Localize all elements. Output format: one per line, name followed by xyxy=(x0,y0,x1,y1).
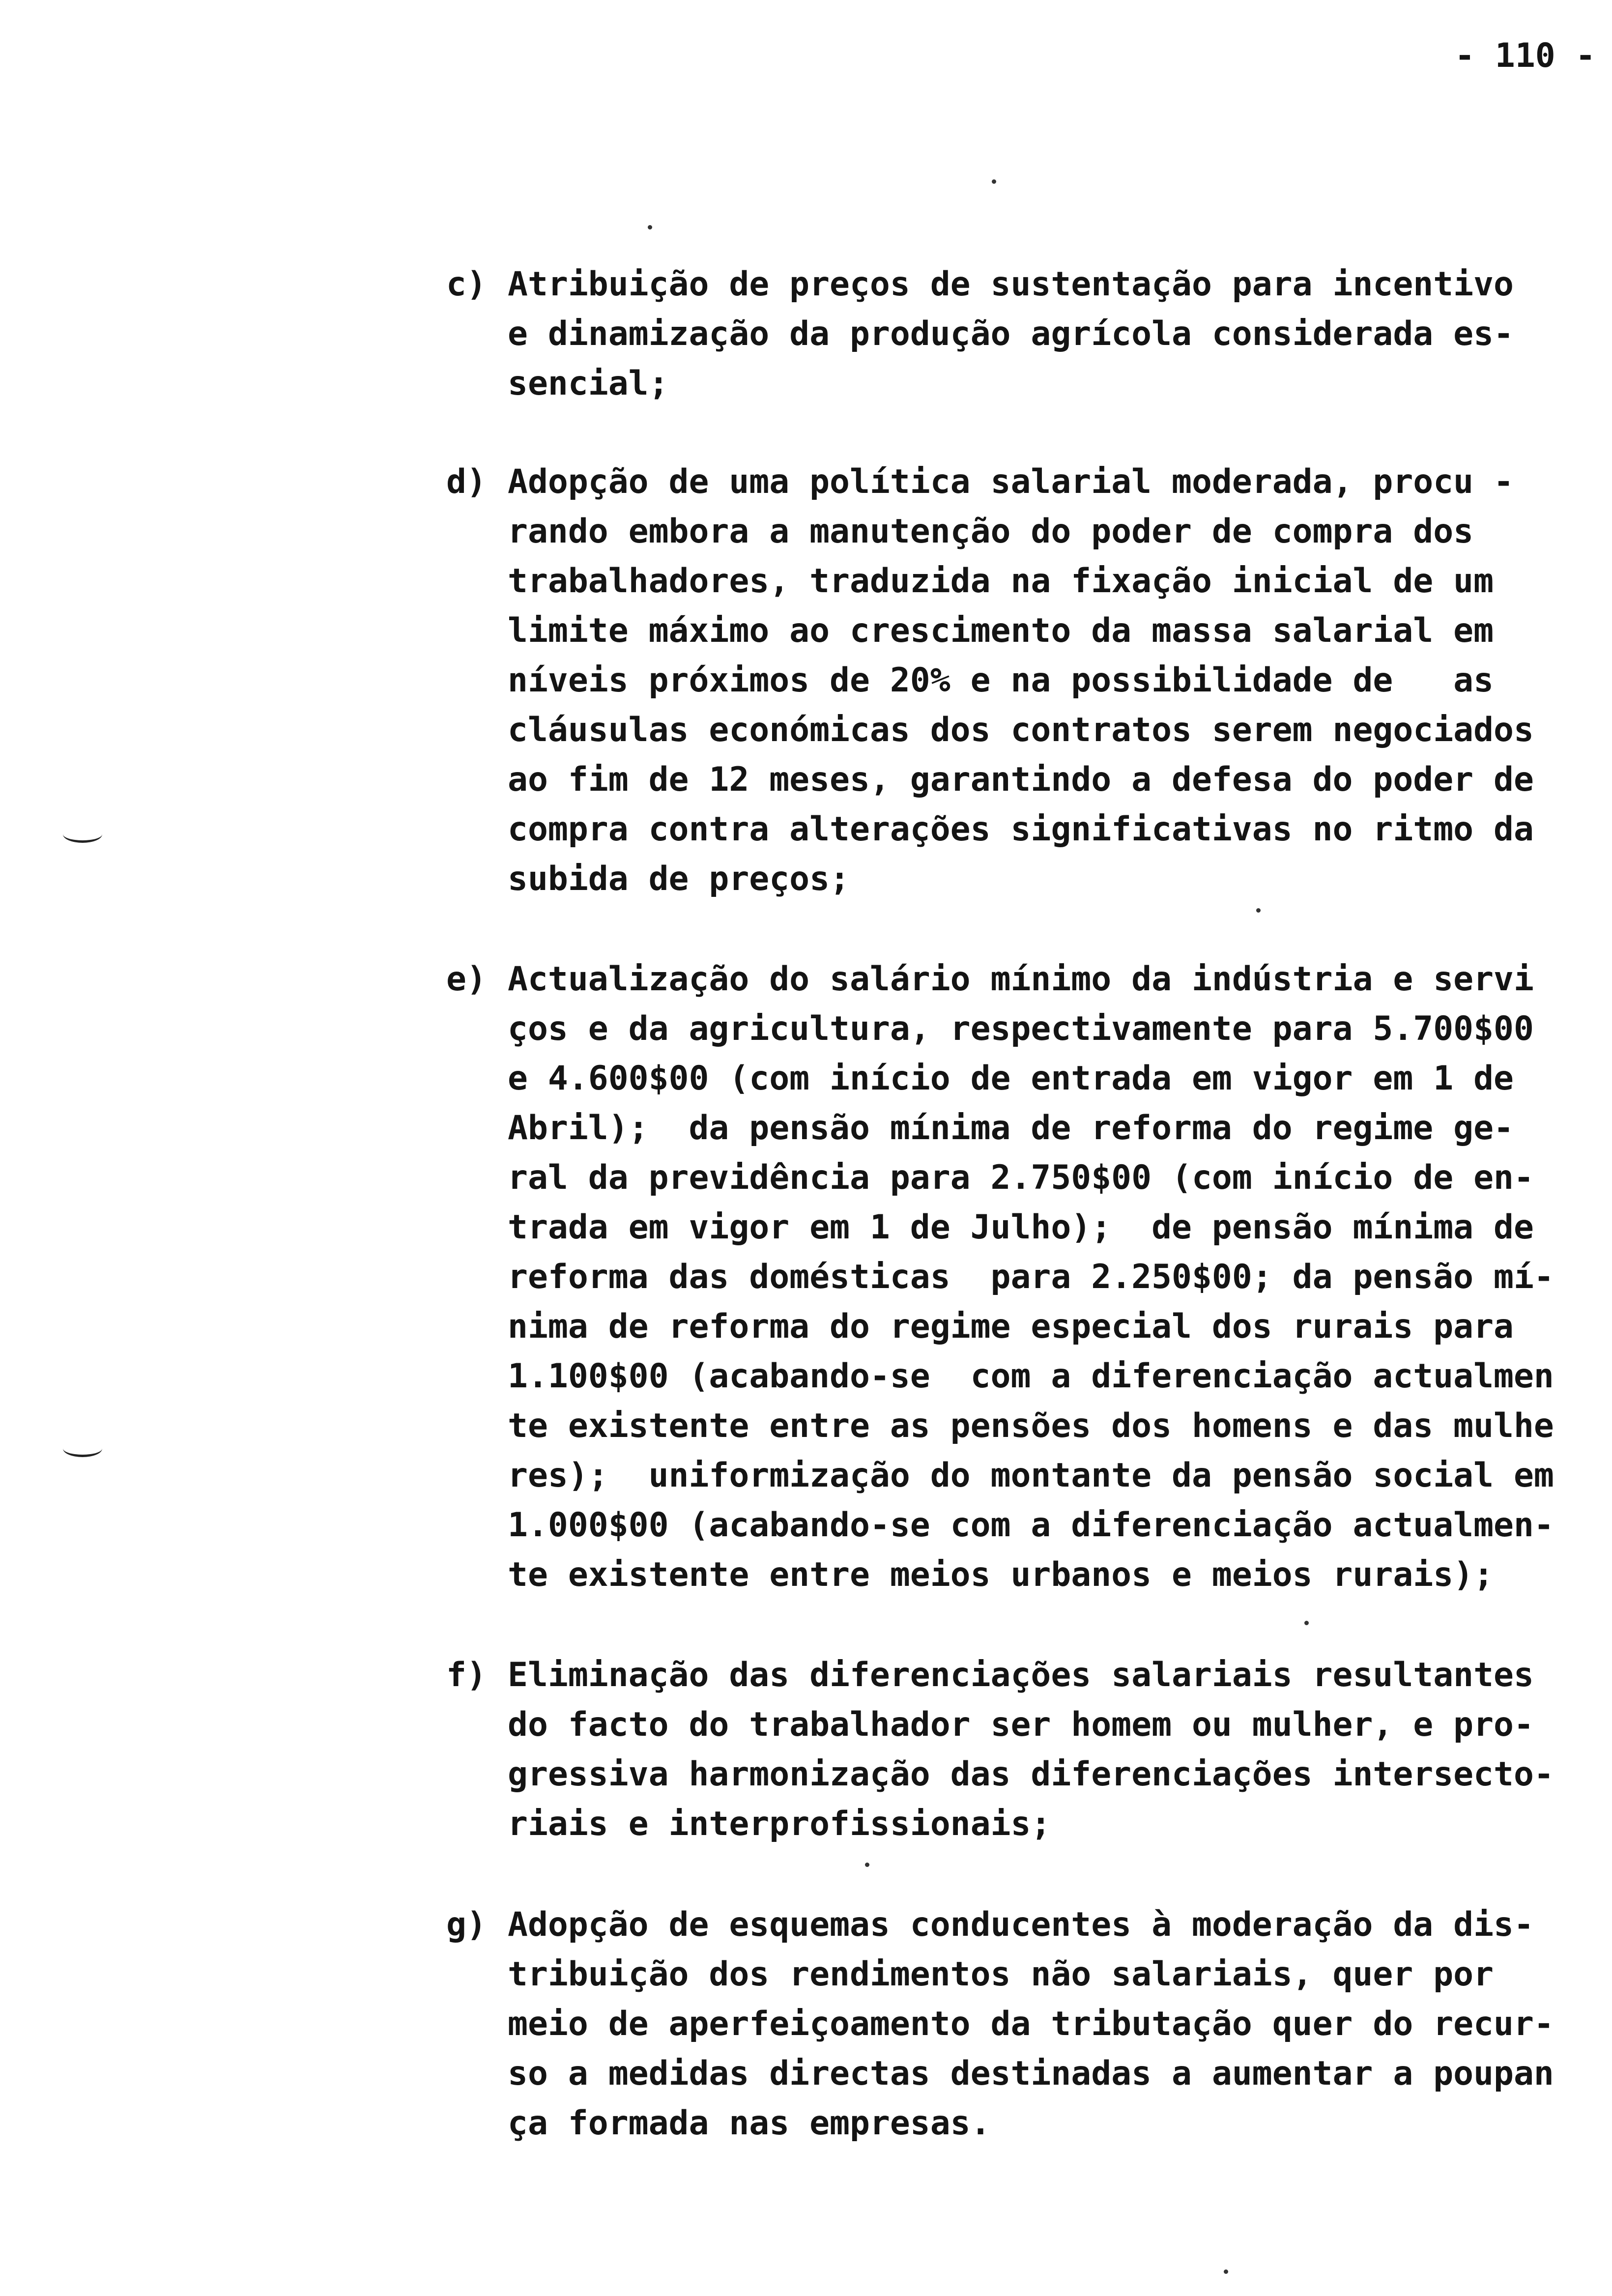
binder-hole-arc xyxy=(63,826,102,843)
text-line: rando embora a manutenção do poder de compra dos xyxy=(508,512,1474,551)
scan-speck xyxy=(1304,1621,1309,1625)
text-line: e dinamização da produção agrícola considerada es- xyxy=(508,315,1514,353)
scan-speck xyxy=(865,1863,869,1867)
page-number: - 110 - xyxy=(1455,36,1596,75)
text-line: ços e da agricultura, respectivamente para 5.700$00 xyxy=(508,1009,1534,1048)
list-marker: f) xyxy=(446,1656,487,1694)
text-line: meio de aperfeiçoamento da tributação quer do recur- xyxy=(508,2005,1554,2043)
text-line: ao fim de 12 meses, garantindo a defesa do poder de xyxy=(508,760,1534,799)
text-line: res); uniformização do montante da pensão social em xyxy=(508,1456,1554,1495)
text-line: Atribuição de preços de sustentação para incentivo xyxy=(508,265,1514,304)
text-line: compra contra alterações significativas no ritmo da xyxy=(508,810,1534,849)
text-line: limite máximo ao crescimento da massa salarial em xyxy=(508,611,1494,650)
text-line: sencial; xyxy=(508,364,669,403)
list-marker: g) xyxy=(446,1905,487,1944)
scan-speck xyxy=(1224,2269,1228,2274)
text-line: te existente entre as pensões dos homens e das mulhe xyxy=(508,1406,1554,1445)
text-line: ça formada nas empresas. xyxy=(508,2104,991,2143)
text-line: Adopção de esquemas conducentes à moderação da dis- xyxy=(508,1905,1534,1944)
text-line: Adopção de uma política salarial moderada, procu - xyxy=(508,462,1514,501)
list-marker: c) xyxy=(446,265,487,304)
text-line: so a medidas directas destinadas a aumentar a poupan xyxy=(508,2054,1554,2093)
text-line: níveis próximos de 20% e na possibilidade de as xyxy=(508,661,1494,700)
binder-hole-arc xyxy=(63,1440,102,1457)
text-line: reforma das domésticas para 2.250$00; da pensão mí- xyxy=(508,1258,1554,1296)
text-line: cláusulas económicas dos contratos serem negociados xyxy=(508,711,1534,749)
text-line: subida de preços; xyxy=(508,860,850,898)
scan-speck xyxy=(1256,908,1261,913)
text-line: do facto do trabalhador ser homem ou mulher, e pro- xyxy=(508,1705,1534,1744)
list-marker: d) xyxy=(446,462,487,501)
text-line: tribuição dos rendimentos não salariais, quer por xyxy=(508,1955,1494,1994)
text-line: 1.100$00 (acabando-se com a diferenciação actualmen xyxy=(508,1357,1554,1396)
text-line: Actualização do salário mínimo da indústria e servi xyxy=(508,960,1534,999)
text-line: Eliminação das diferenciações salariais resultantes xyxy=(508,1656,1534,1694)
scan-speck xyxy=(648,225,652,230)
list-marker: e) xyxy=(446,960,487,999)
text-line: te existente entre meios urbanos e meios rurais); xyxy=(508,1555,1494,1594)
text-line: gressiva harmonização das diferenciações intersecto- xyxy=(508,1755,1554,1794)
text-line: e 4.600$00 (com início de entrada em vigor em 1 de xyxy=(508,1059,1514,1098)
text-line: trada em vigor em 1 de Julho); de pensão mínima de xyxy=(508,1208,1534,1247)
text-line: nima de reforma do regime especial dos rurais para xyxy=(508,1307,1514,1346)
text-line: trabalhadores, traduzida na fixação inicial de um xyxy=(508,562,1494,601)
scan-speck xyxy=(992,179,996,184)
text-line: ral da previdência para 2.750$00 (com início de en- xyxy=(508,1158,1534,1197)
text-line: riais e interprofissionais; xyxy=(508,1805,1051,1843)
text-line: 1.000$00 (acabando-se com a diferenciação actualmen- xyxy=(508,1506,1554,1545)
text-line: Abril); da pensão mínima de reforma do regime ge- xyxy=(508,1109,1514,1148)
